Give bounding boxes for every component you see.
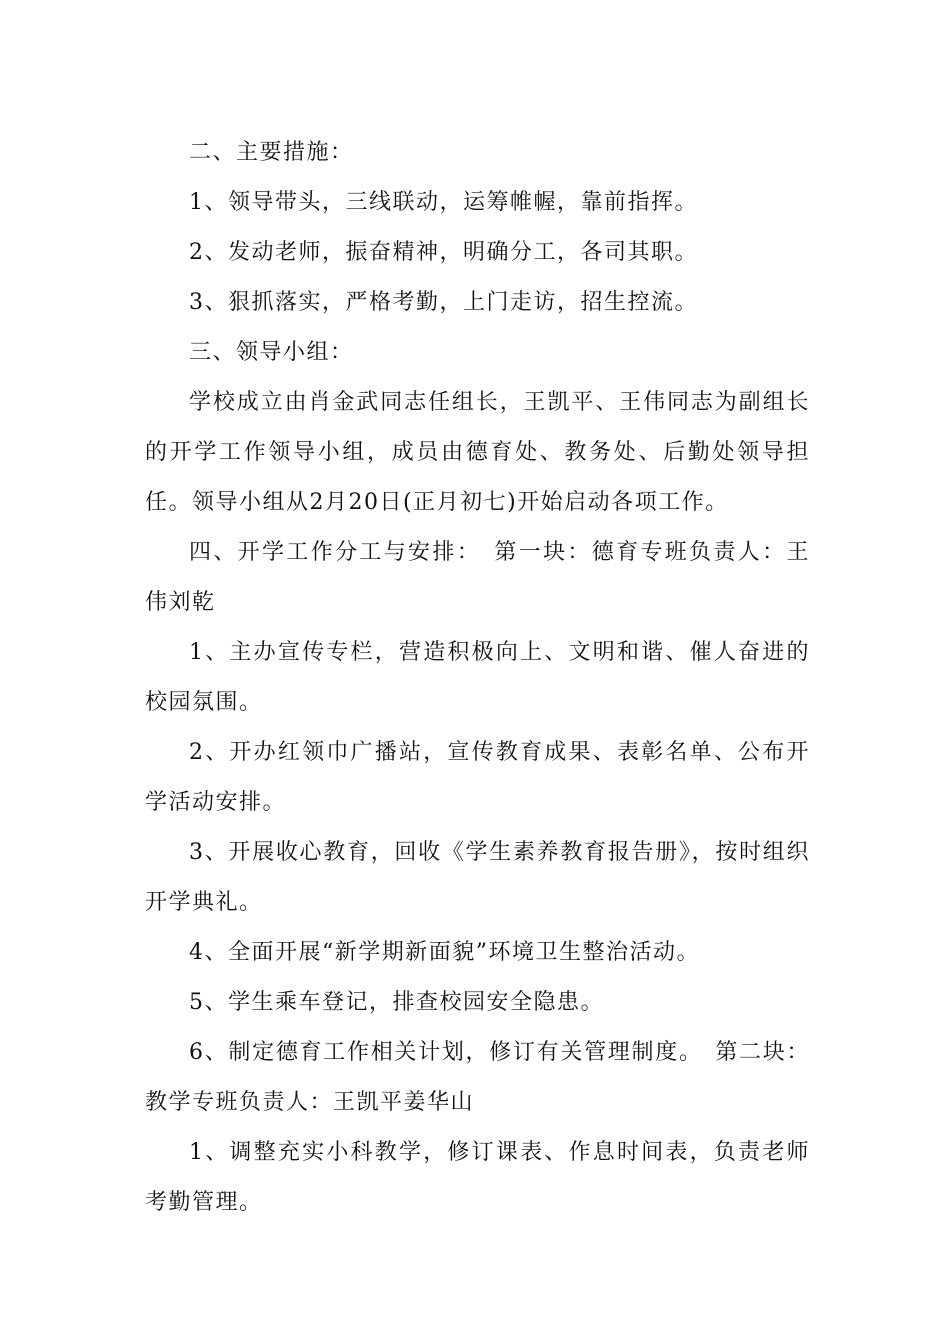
- heading-leadership-group: 三、领导小组：: [189, 340, 354, 365]
- paragraph-moral-5: 5、学生乘车登记，排查校园安全隐患。: [189, 990, 604, 1015]
- paragraph-moral-1: 1、主办宣传专栏，营造积极向上、文明和谐、催人奋进的校园氛围。: [145, 640, 810, 715]
- paragraph-measure-2: 2、发动老师，振奋精神，明确分工，各司其职。: [189, 240, 698, 265]
- heading-main-measures: 二、主要措施：: [189, 140, 354, 165]
- heading-work-assignment: 四、开学工作分工与安排： 第一块：德育专班负责人：王伟刘乾: [145, 540, 810, 615]
- document-body: [145, 128, 810, 1228]
- paragraph-leadership-group: 学校成立由肖金武同志任组长，王凯平、王伟同志为副组长的开学工作领导小组，成员由德育处、教务处、后勤处领导担任。领导小组从2月20日(正月初七)开始启动各项工作。: [145, 390, 810, 515]
- paragraph-measure-3: 3、狠抓落实，严格考勤，上门走访，招生控流。: [189, 290, 698, 315]
- paragraph-measure-1: 1、领导带头，三线联动，运筹帷幄，靠前指挥。: [189, 190, 698, 215]
- paragraph-teaching-1: 1、调整充实小科教学，修订课表、作息时间表，负责老师考勤管理。: [145, 1140, 810, 1215]
- paragraph-moral-6: 6、制定德育工作相关计划，修订有关管理制度。 第二块：教学专班负责人：王凯平姜华山: [145, 1040, 810, 1115]
- paragraph-moral-2: 2、开办红领巾广播站，宣传教育成果、表彰名单、公布开学活动安排。: [145, 740, 810, 815]
- paragraph-moral-4: 4、全面开展“新学期新面貌”环境卫生整治活动。: [189, 940, 700, 965]
- paragraph-moral-3: 3、开展收心教育，回收《学生素养教育报告册》，按时组织开学典礼。: [145, 840, 810, 915]
